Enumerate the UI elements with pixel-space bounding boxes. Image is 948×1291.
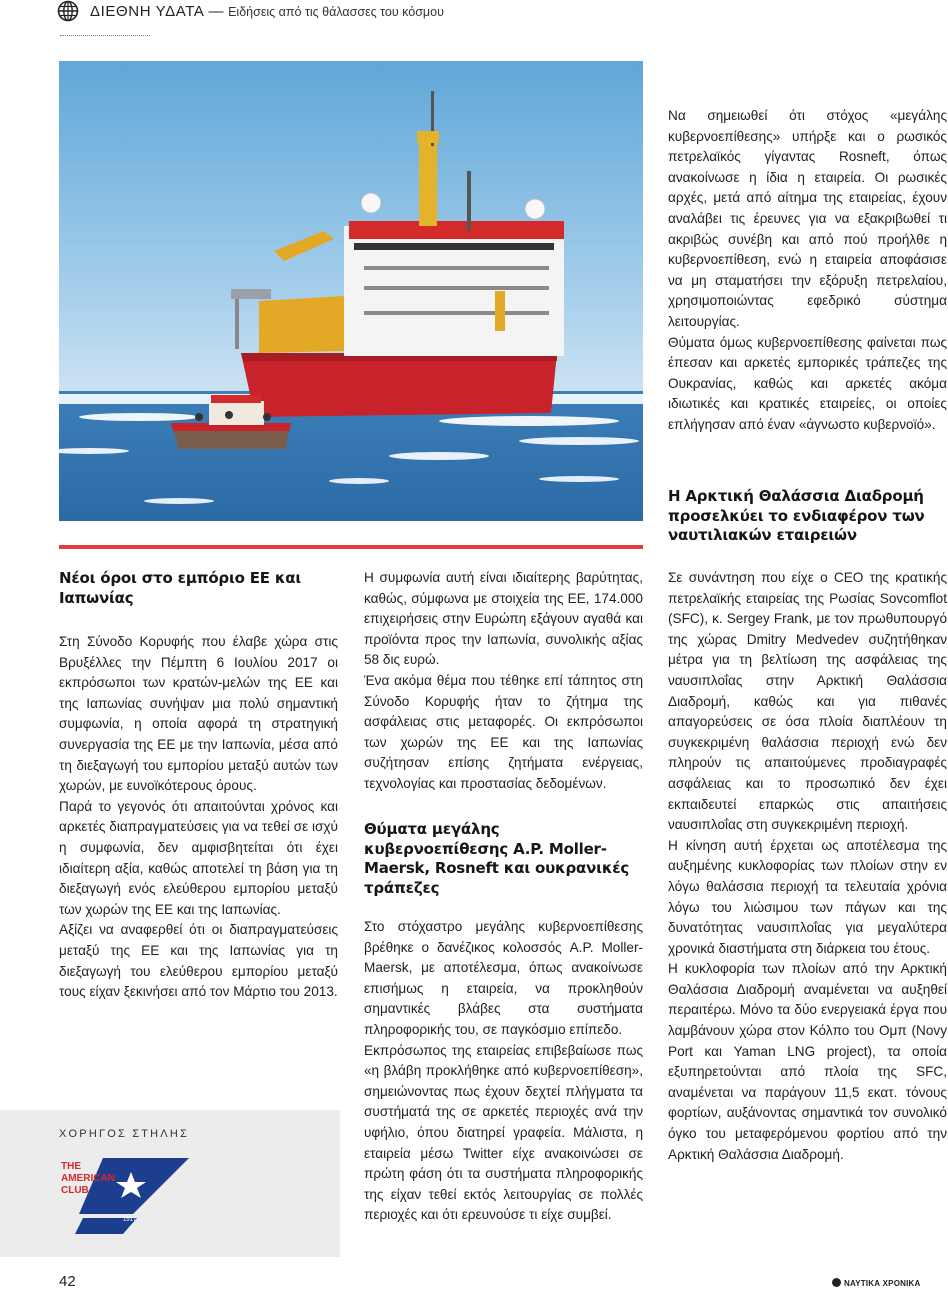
accent-red-rule — [59, 545, 643, 549]
paragraph: Η κίνηση αυτή έρχεται ως αποτέλεσμα της αυξημένης κυκλοφορίας των πλοίων στην εν λόγω θαλάσσια περιοχή τα τελευταία χρόνια λόγω του λιώσιμου των πάγων και της δυνατότητας ναυσιπλοΐας για μεγαλύτερα χρονικά διαστήματα στη διάρκεια του έτους. — [668, 837, 947, 956]
brand-name: ΝΑΥΤΙΚΑ ΧΡΟΝΙΚΑ — [844, 1279, 921, 1288]
brand-logo-icon — [832, 1278, 841, 1287]
sponsor-label: ΧΟΡΗΓΟΣ ΣΤΗΛΗΣ — [59, 1128, 189, 1140]
paragraph: Αξίζει να αναφερθεί ότι οι διαπραγματεύσεις μεταξύ της ΕΕ και της Ιαπωνίας για τη διεξαγωγή του ελεύθερου εμπορίου μεταξύ τους είχαν ξεκινήσει από τον Μάρτιο του 2013. — [59, 922, 338, 1000]
header-dash: — — [208, 3, 225, 20]
footer-brand — [832, 1278, 921, 1288]
american-club-logo[interactable] — [59, 1154, 191, 1239]
paragraph: Θύματα όμως κυβερνοεπίθεσης φαίνεται πως έπεσαν και αρκετές εμπορικές τράπεζες της Ουκρανίας, καθώς και αρκετές ακόμα ιδιωτικές και κρατικές εταιρείες, οι οποίες επλήγησαν από έναν «άγνωστο κυβερνοϊό». — [668, 334, 947, 432]
paragraph: Σε συνάντηση που είχε ο CEO της κρατικής πετρελαϊκής εταιρείας της Ρωσίας Sovcomflot (SFC), κ. Sergey Frank, με τον πρωθυπουργό της χώρας Dmitry Medvedev συζητήθηκαν μέτρα για τη βελτίωση της ασφάλειας της ναυσιπλοΐας στην Αρκτική Θαλάσσια Διαδρομή, καθώς και για πιθανές απαγορεύσεις σε όσα πλοία διαπλέουν τη συγκεκριμένη θαλάσσια περιοχή ενώ δεν πληρούν τις απαιτούμενες προδιαγραφές ασφάλειας και το προσωπικό δεν έχει εκπαιδευτεί επαρκώς στις απαιτήσεις ναυσιπλοΐας στη συγκεκριμένη περιοχή. — [668, 570, 947, 833]
paragraph: Η συμφωνία αυτή είναι ιδιαίτερης βαρύτητας, καθώς, σύμφωνα με στοιχεία της ΕΕ, 174.000 επιχειρήσεις στην Ευρώπη εξάγουν αγαθά και προϊόντα προς την Ιαπωνία, συνολικής αξίας 58 δις ευρώ. — [364, 570, 643, 668]
arctic-heading: Η Αρκτική Θαλάσσια Διαδρομή προσελκύει το ενδιαφέρον των ναυτιλιακών εταιρειών — [668, 487, 925, 544]
cyber-text — [364, 917, 643, 1226]
paragraph: Παρά το γεγονός ότι απαιτούνται χρόνος και αρκετές διαπραγματεύσεις για να τεθεί σε ισχύ η συμφωνία, δεν αμφισβητείται ότι έχει ιδιαίτερη αξία, καθώς αποτελεί τη βάση για τη διεξαγωγή ενός ελεύθερου εμπορίου μεταξύ των χωρών της ΕΕ και της Ιαπωνίας. — [59, 798, 338, 917]
icebreaker-ship-photo — [59, 61, 643, 521]
paragraph: Εκπρόσωπος της εταιρείας επιβεβαίωσε πως «η βλάβη προκλήθηκε από κυβερνοεπίθεση», σημειώνοντας πως έχουν δεχτεί πλήγματα τα συστήματά της σε αρκετές περιοχές ανά την υφήλιο, όπου διατηρεί γραφεία. Μάλιστα, η εταιρεία μέσω Twitter είχε ανακοινώσει σε πρώτη φάση ότι τα συστήματα πληροφορικής της είχαν τεθεί εκτός λειτουργίας σε πολλές περιοχές και ότι ερευνούσε τι είχε συμβεί. — [364, 1042, 643, 1223]
arctic-body-text — [668, 568, 947, 1165]
eu-japan-heading: Νέοι όροι στο εμπόριο ΕΕ και Ιαπωνίας — [59, 569, 302, 607]
cyber-heading: Θύματα μεγάλης κυβερνοεπίθεσης A.P. Moller-Maersk, Rosneft και ουκρανικές τράπεζες — [364, 820, 630, 897]
arctic-intro-text — [668, 106, 947, 436]
paragraph: Ένα ακόμα θέμα που τέθηκε επί τάπητος στη Σύνοδο Κορυφής ήταν το ζήτημα της ασφάλειας στις μεταφορές. Οι εκπρόσωποι των χωρών της ΕΕ και της Ιαπωνίας συζήτησαν επίσης ζητήματα ενέργειας, τεχνολογίας και προστασίας δεδομένων. — [364, 672, 643, 791]
section-header — [90, 3, 444, 20]
section-title: ΔΙΕΘΝΗ ΥΔΑΤΑ — [90, 3, 205, 20]
logo-year: 1917 — [123, 1217, 137, 1223]
paragraph: Να σημειωθεί ότι στόχος «μεγάλης κυβερνοεπίθεσης» υπήρξε και ο ρωσικός πετρελαϊκός γίγαντας Rosneft, όπως ανακοίνωσε η ίδια η εταιρεία. Οι ρωσικές αρχές, μετά από αίτημα της εταιρείας, έχουν αναλάβει τις έρευνες για να εξακριβωθεί τι ακριβώς συνέβη και από πού προήλθε η κυβερνοεπίθεση, ενώ η εταιρεία αποφάσισε να μη σταματήσει την εξόρυξη πετρελαίου, χρησιμοποιώντας εφεδρικό σύστημα λειτουργίας. — [668, 108, 947, 329]
section-subtitle: Ειδήσεις από τις θάλασσες του κόσμου — [228, 5, 444, 19]
header-dotted-rule — [60, 35, 150, 36]
photo-illustration — [59, 61, 643, 521]
logo-line3: CLUB — [61, 1185, 89, 1196]
eu-japan-continued-text — [364, 568, 643, 795]
globe-icon — [57, 0, 79, 22]
eu-japan-text — [59, 632, 338, 1003]
page-number: 42 — [59, 1273, 76, 1290]
paragraph: Στη Σύνοδο Κορυφής που έλαβε χώρα στις Βρυξέλλες την Πέμπτη 6 Ιουλίου 2017 οι εκπρόσωποι των κρατών-μελών της ΕΕ και της Ιαπωνίας συνήψαν μια πολύ σημαντική συμφωνία, η οποία αφορά τη στρατηγική συνεργασία της ΕΕ με την Ιαπωνία, μέσα από τη διεξαγωγή του εμπορίου μεταξύ αυτών των χωρών, με ευνοϊκότερους όρους. — [59, 634, 338, 794]
logo-line2: AMERICAN — [61, 1173, 115, 1184]
paragraph: Στο στόχαστρο μεγάλης κυβερνοεπίθεσης βρέθηκε ο δανέζικος κολοσσός A.P. Moller-Maersk, με αποτέλεσμα, όπως ανακοίνωσε επισήμως η εταιρεία, να προκληθούν σημαντικές βλάβες στα συστήματα πληροφορικής του, σε παγκόσμιο επίπεδο. — [364, 919, 643, 1037]
paragraph: Η κυκλοφορία των πλοίων από την Αρκτική Θαλάσσια Διαδρομή αναμένεται να αυξηθεί περαιτέρω. Μόνο τα δύο ενεργειακά έργα που λαμβάνουν χώρα στον Κόλπο του Ομπ (Novy Port και Yaman LNG project), τα οποία εξυπηρετούνται από πλοία της SFC, αναμένεται να παράγουν 11,5 εκατ. τόνους φορτίων, αυξάνοντας σημαντικά τον συνολικό όγκο του μεταφερόμενου φορτίου από την Αρκτική Θαλάσσια Διαδρομή. — [668, 961, 947, 1162]
logo-line1: THE — [61, 1161, 81, 1172]
